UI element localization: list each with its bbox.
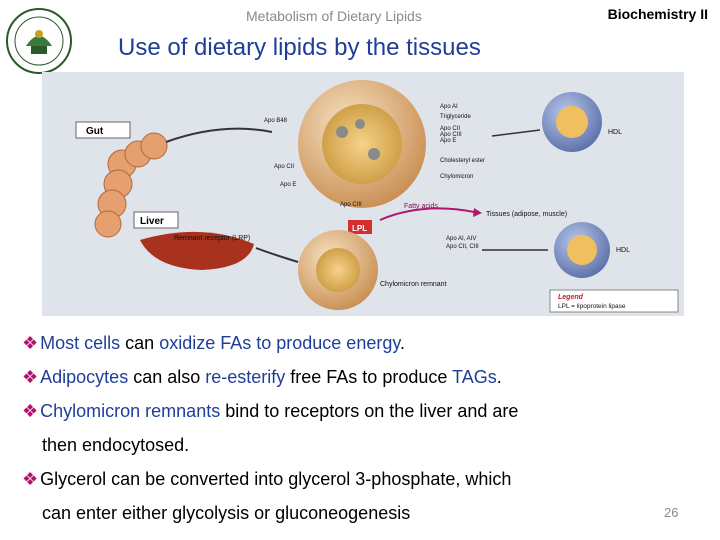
diamond-bullet-icon: ❖ — [22, 401, 39, 421]
tissues-label: Tissues (adipose, muscle) — [486, 211, 568, 218]
bullet-item — [22, 326, 712, 360]
apo-ciii-label-a: Apo CIII — [440, 132, 462, 138]
apo-cii-label-a: Apo CII — [274, 164, 295, 170]
hdl-label-top: HDL — [608, 129, 623, 136]
header-course: Biochemistry II — [607, 6, 708, 22]
bullet-text-segment: TAGs — [452, 367, 497, 387]
bullet-item — [22, 394, 712, 428]
bullet-continuation — [22, 496, 712, 530]
bullet-text: then endocytosed. — [42, 435, 190, 455]
university-logo — [4, 6, 74, 76]
apo-b48-label: Apo B48 — [264, 118, 288, 124]
bullet-text-segment: can — [125, 333, 160, 353]
apo-e-label-a: Apo E — [280, 182, 297, 188]
fatty-acids-label: Fatty acids — [404, 203, 438, 210]
diamond-bullet-icon: ❖ — [22, 333, 39, 353]
bullet-text-segment: bind to receptors on the liver and are — [225, 401, 519, 421]
slide-title: Use of dietary lipids by the tissues — [118, 34, 481, 61]
hdl-label-bottom: HDL — [616, 247, 631, 254]
apo-cii-ciii-label: Apo CII, CIII — [446, 244, 479, 250]
bullet-text: can enter either glycolysis or gluconeogenesis — [42, 503, 411, 523]
legend-title: Legend — [558, 294, 583, 301]
apo-ai-aiv-label: Apo AI, AIV — [446, 236, 477, 242]
bullet-text-segment: . — [496, 367, 502, 387]
liver-label: Liver — [140, 216, 164, 227]
lipid-transport-diagram — [42, 72, 684, 316]
bullet-text-segment: can also — [133, 367, 206, 387]
bullet-continuation — [22, 428, 712, 462]
apo-ciii-label-b: Apo CIII — [340, 202, 362, 208]
lpl-label: LPL — [352, 224, 368, 233]
bullet-text-segment: re-esterify — [205, 367, 291, 387]
triglyceride-label: Triglyceride — [440, 114, 471, 120]
legend-entry: LPL = lipoprotein lipase — [558, 303, 626, 310]
bullet-text-segment: . — [400, 333, 406, 353]
gut-label: Gut — [86, 126, 104, 137]
bullet-list — [22, 326, 712, 530]
bullet-text-segment: Chylomicron remnants — [40, 401, 226, 421]
bullet-text-segment: Glycerol can be converted into glycerol 3-phosphate, which — [40, 469, 512, 489]
diamond-bullet-icon: ❖ — [22, 367, 39, 387]
bullet-text-segment: Adipocytes — [40, 367, 134, 387]
bullet-item — [22, 462, 712, 496]
cholesteryl-ester-label: Cholesteryl ester — [440, 158, 486, 164]
header-subject: Metabolism of Dietary Lipids — [246, 8, 422, 24]
diamond-bullet-icon: ❖ — [22, 469, 39, 489]
apo-e-label-b: Apo E — [440, 138, 457, 144]
bullet-text-segment: free FAs to produce — [290, 367, 453, 387]
bullet-item — [22, 360, 712, 394]
chylomicron-label: Chylomicron — [440, 174, 474, 180]
chylomicron-remnant-label: Chylomicron remnant — [380, 281, 447, 288]
bullet-text-segment: Most cells — [40, 333, 126, 353]
apo-ai-label: Apo AI — [440, 104, 458, 110]
bullet-text-segment: oxidize FAs to produce energy — [159, 333, 401, 353]
remnant-receptor-label: Remnant receptor (LRP) — [174, 235, 251, 242]
page-number: 26 — [664, 505, 679, 520]
apo-cii-label-b: Apo CII — [440, 126, 461, 132]
